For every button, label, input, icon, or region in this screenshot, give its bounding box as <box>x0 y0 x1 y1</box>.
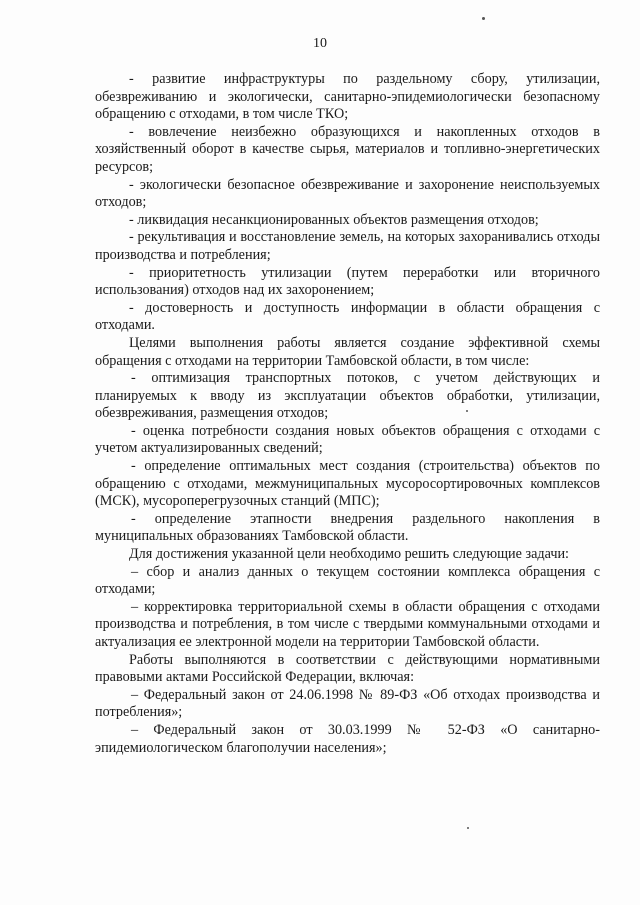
paragraph: – корректировка территориальной схемы в области обращения с отходами производства и потребления, в том числе с твердыми коммунальными отходами и актуализация ее электронной модели на территории Тамбовской области. <box>95 598 600 650</box>
page-number: 10 <box>313 36 327 51</box>
paragraph: - оптимизация транспортных потоков, с учетом действующих и планируемых к вводу из эксплуатации объектов обработки, утилизации, обезвреживания, размещения отходов; <box>95 370 600 422</box>
paragraph: - достоверность и доступность информации в области обращения с отходами. <box>95 299 600 334</box>
paragraph: - приоритетность утилизации (путем переработки или вторичного использования) отходов над их захоронением; <box>95 264 600 299</box>
paragraph: - вовлечение неизбежно образующихся и накопленных отходов в хозяйственный оборот в качестве сырья, материалов и топливно-энергетических ресурсов; <box>95 123 600 175</box>
paragraph: – Федеральный закон от 24.06.1998 № 89-ФЗ «Об отходах производства и потребления»; <box>95 686 600 721</box>
paragraph: - развитие инфраструктуры по раздельному сбору, утилизации, обезвреживанию и экологически, санитарно-эпидемиологически безопасному обращению с отходами, в том числе ТКО; <box>95 71 600 123</box>
paragraph: Работы выполняются в соответствии с действующими нормативными правовыми актами Российской Федерации, включая: <box>95 651 600 686</box>
paragraph: Для достижения указанной цели необходимо решить следующие задачи: <box>129 546 569 563</box>
scan-speck <box>467 827 469 829</box>
paragraph: Целями выполнения работы является создание эффективной схемы обращения с отходами на территории Тамбовской области, в том числе: <box>95 334 600 369</box>
scan-speck <box>482 17 485 20</box>
paragraph: – Федеральный закон от 30.03.1999 № 52-ФЗ «О санитарно-эпидемиологическом благополучии населения»; <box>95 721 600 756</box>
paragraph: - определение оптимальных мест создания (строительства) объектов по обращению с отходами, межмуниципальных мусоросортировочных комплексов (МСК), мусороперегрузочных станций (МПС); <box>95 458 600 510</box>
paragraph: - ликвидация несанкционированных объектов размещения отходов; <box>129 211 539 228</box>
paragraph: - оценка потребности создания новых объектов обращения с отходами с учетом актуализированных сведений; <box>95 422 600 457</box>
paragraph: - определение этапности внедрения раздельного накопления в муниципальных образованиях Тамбовской области. <box>95 510 600 545</box>
document-body <box>95 71 600 757</box>
paragraph: – сбор и анализ данных о текущем состоянии комплекса обращения с отходами; <box>95 563 600 598</box>
paragraph: - рекультивация и восстановление земель, на которых захоранивались отходы производства и потребления; <box>95 229 600 263</box>
paragraph: - экологически безопасное обезвреживание и захоронение неиспользуемых отходов; <box>95 176 600 211</box>
